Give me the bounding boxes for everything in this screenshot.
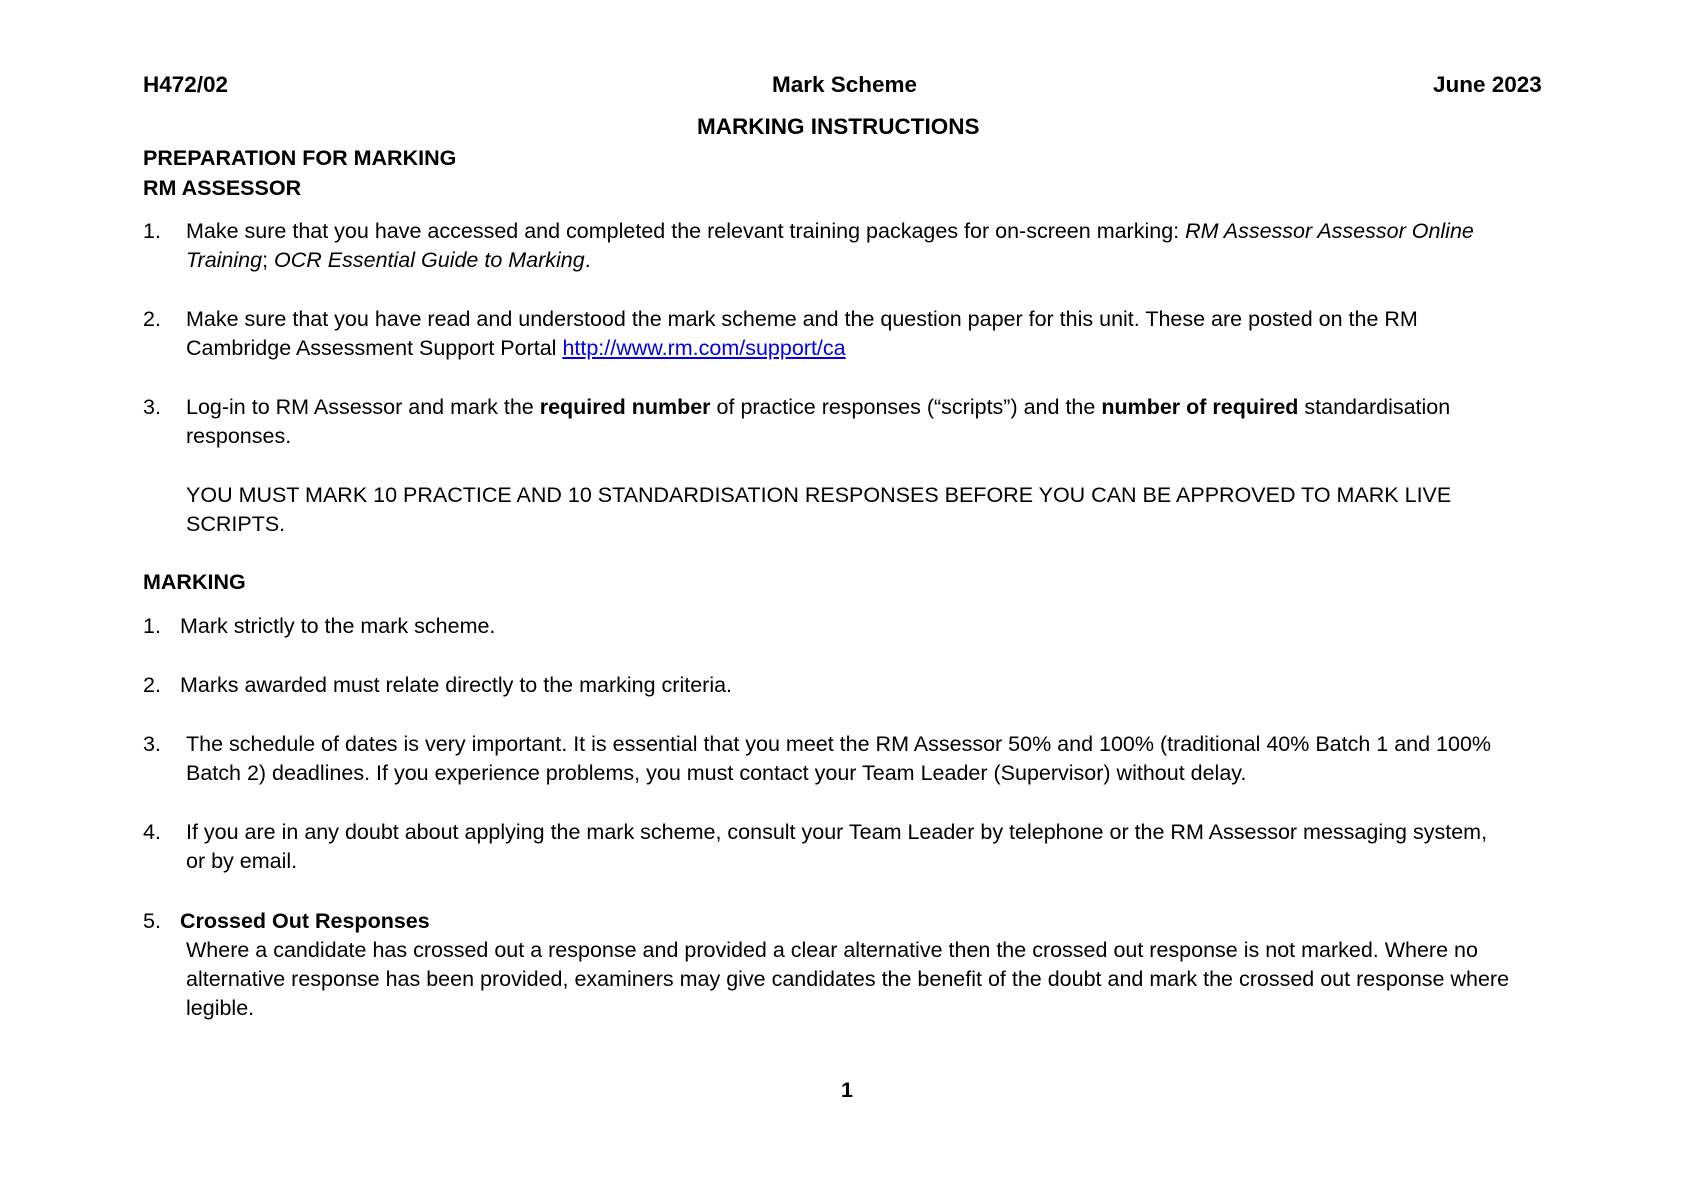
paper-code: H472/02 xyxy=(143,72,229,97)
marking-item-1-text: Mark strictly to the mark scheme. xyxy=(180,614,496,638)
prep-item-1-number: 1. xyxy=(143,219,161,243)
marking-item-1-number: 1. xyxy=(143,614,161,638)
document-title: Mark Scheme xyxy=(772,72,918,97)
marking-item-5-number: 5. xyxy=(143,909,161,933)
marking-item-3-number: 3. xyxy=(143,732,161,756)
prep-item-3-line1: Log-in to RM Assessor and mark the required number of practice responses (“scripts”) and the number of required standardisation xyxy=(186,395,1451,419)
prep-item-3-note-line1: YOU MUST MARK 10 PRACTICE AND 10 STANDARDISATION RESPONSES BEFORE YOU CAN BE APPROVED TO MARK LIVE xyxy=(186,483,1452,507)
prep-item-2-number: 2. xyxy=(143,307,161,331)
marking-item-2-number: 2. xyxy=(143,673,161,697)
prep-item-1-line1: Make sure that you have accessed and completed the relevant training packages for on-screen marking: RM Assessor Assessor Online xyxy=(186,219,1474,243)
document-date: June 2023 xyxy=(1433,72,1542,97)
page-number: 1 xyxy=(841,1078,853,1102)
prep-item-3-line2: responses. xyxy=(186,424,292,448)
marking-item-5-line1: Where a candidate has crossed out a response and provided a clear alternative then the crossed out response is not marked. Where no xyxy=(186,938,1478,962)
marking-item-2-text: Marks awarded must relate directly to the marking criteria. xyxy=(180,673,733,697)
prep-item-3-note-line2: SCRIPTS. xyxy=(186,512,286,536)
marking-item-5-line2: alternative response has been provided, examiners may give candidates the benefit of the doubt and mark the crossed out response where xyxy=(186,967,1510,991)
prep-item-3-number: 3. xyxy=(143,395,161,419)
preparation-heading: PREPARATION FOR MARKING xyxy=(143,146,457,170)
marking-item-5-line3: legible. xyxy=(186,996,255,1020)
marking-heading: MARKING xyxy=(143,570,246,594)
marking-item-4-line1: If you are in any doubt about applying the mark scheme, consult your Team Leader by telephone or the RM Assessor messaging system, xyxy=(186,820,1488,844)
marking-item-4-number: 4. xyxy=(143,820,161,844)
prep-item-2-line1: Make sure that you have read and understood the mark scheme and the question paper for this unit. These are posted on the RM xyxy=(186,307,1418,331)
marking-item-3-line1: The schedule of dates is very important. It is essential that you meet the RM Assessor 50% and 100% (traditional 40% Batch 1 and 100% xyxy=(186,732,1492,756)
crossed-out-responses-title: Crossed Out Responses xyxy=(180,909,430,933)
prep-item-1-line2: Training; OCR Essential Guide to Marking. xyxy=(186,248,591,272)
main-title: MARKING INSTRUCTIONS xyxy=(697,114,980,139)
support-portal-link[interactable]: http://www.rm.com/support/ca xyxy=(562,336,846,360)
marking-item-4-line2: or by email. xyxy=(186,849,298,873)
rm-assessor-subheading: RM ASSESSOR xyxy=(143,176,302,200)
prep-item-2-line2: Cambridge Assessment Support Portal http://www.rm.com/support/ca xyxy=(186,336,846,360)
marking-item-3-line2: Batch 2) deadlines. If you experience problems, you must contact your Team Leader (Supervisor) without delay. xyxy=(186,761,1247,785)
